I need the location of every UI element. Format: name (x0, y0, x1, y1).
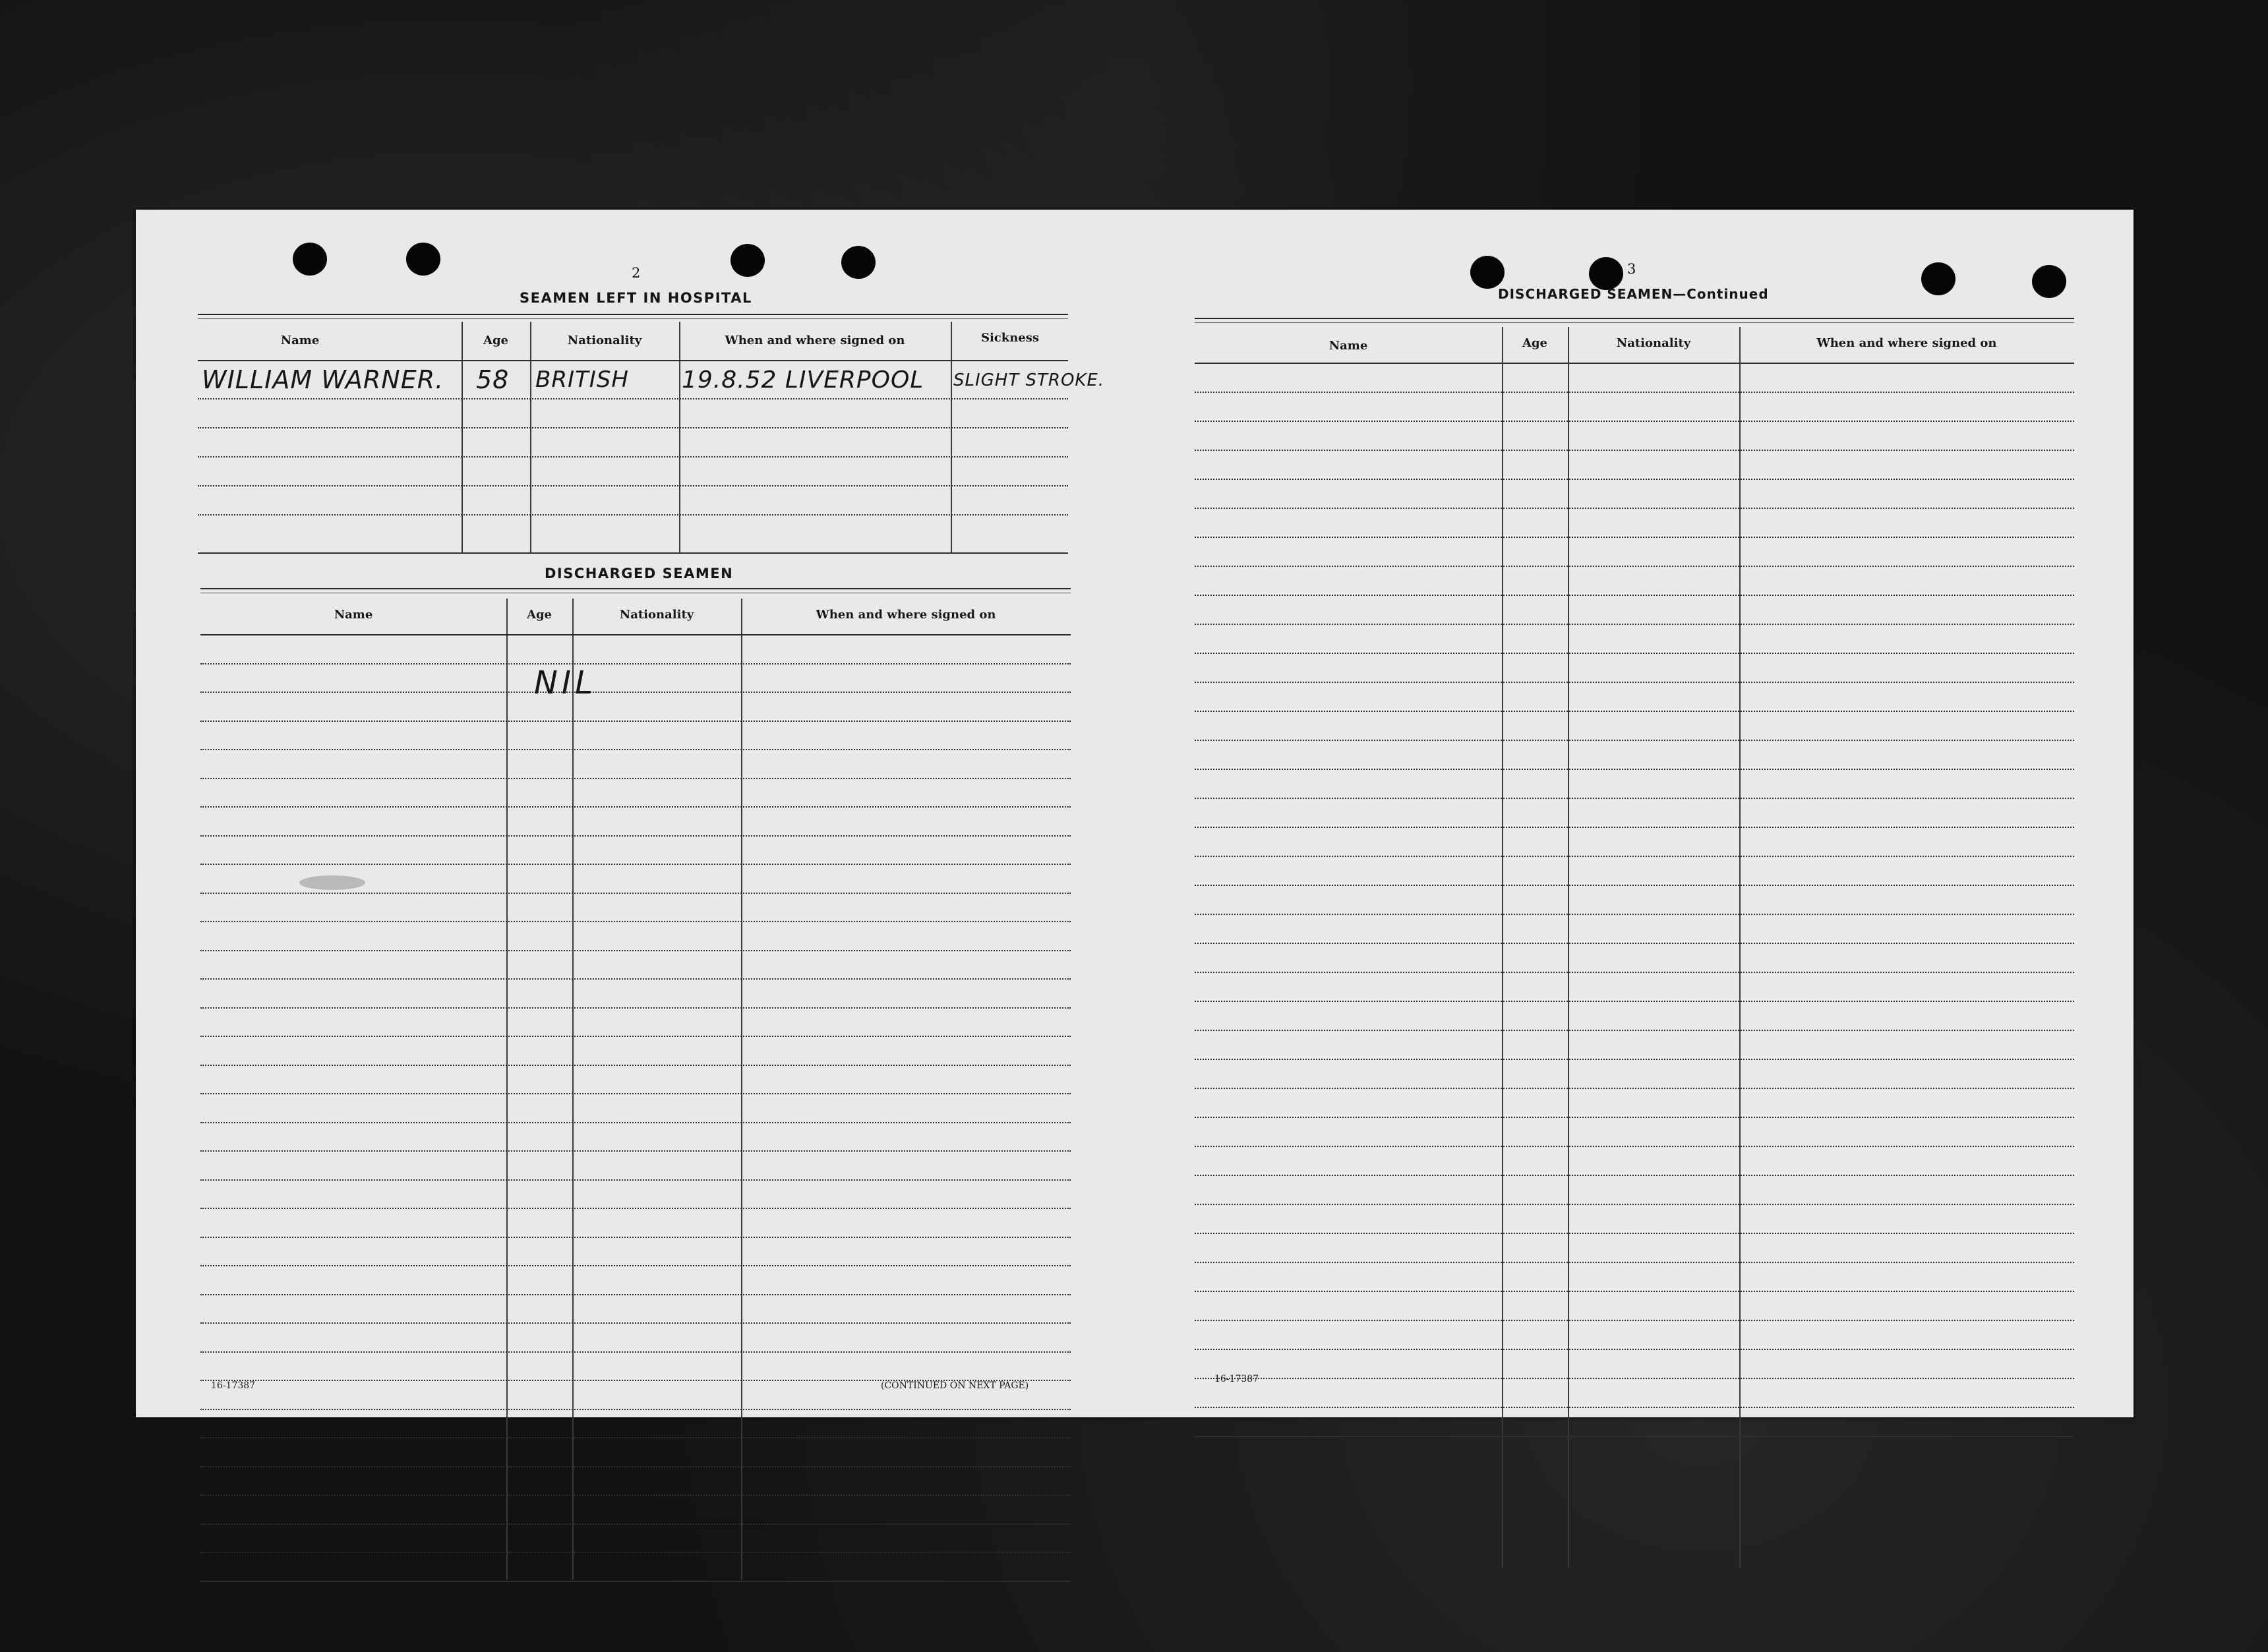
row-rule (1195, 1030, 2074, 1031)
column-divider (1502, 327, 1503, 1568)
left-page-number: 2 (632, 265, 641, 281)
nil-entry: NIL (534, 664, 597, 701)
col-head-signed-on: When and where signed on (1816, 336, 1997, 350)
col-head-sickness: Sickness (980, 331, 1040, 345)
row-rule (1195, 1378, 2074, 1379)
seaman-sickness: SLIGHT STROKE. (953, 370, 1105, 390)
row-rule (1195, 943, 2074, 944)
row-rule (200, 1237, 1071, 1238)
row-rule (1195, 1059, 2074, 1060)
row-rule (1195, 885, 2074, 886)
row-rule (1195, 1117, 2074, 1118)
col-head-age: Age (526, 608, 552, 622)
row-rule (1195, 972, 2074, 973)
punch-hole (1589, 257, 1623, 290)
register-sheet (136, 210, 2134, 1417)
row-rule (198, 456, 1068, 457)
row-rule (200, 978, 1071, 980)
row-rule (1195, 624, 2074, 625)
row-rule (1195, 798, 2074, 799)
row-rule (200, 1179, 1071, 1181)
punch-hole (841, 246, 876, 279)
seaman-signed-on: 19.8.52 LIVERPOOL (682, 367, 924, 394)
section-rule (200, 588, 1071, 593)
row-rule (200, 1581, 1071, 1582)
row-rule (200, 1036, 1071, 1037)
col-head-name: Name (1328, 339, 1368, 353)
row-rule (1195, 1349, 2074, 1350)
punch-hole (1470, 256, 1505, 289)
row-rule (200, 1265, 1071, 1266)
row-rule (200, 950, 1071, 951)
left-form-number: 16-17387 (211, 1380, 256, 1391)
row-rule (200, 1409, 1071, 1410)
row-rule (1195, 1233, 2074, 1234)
section-rule (1195, 318, 2074, 323)
right-form-number: 16-17387 (1214, 1374, 1259, 1384)
row-rule (200, 1322, 1071, 1324)
row-rule (200, 1466, 1071, 1467)
column-divider (506, 599, 508, 1579)
col-head-age: Age (483, 334, 508, 347)
row-rule (1195, 392, 2074, 393)
row-rule (198, 427, 1068, 428)
row-rule (1195, 1146, 2074, 1147)
row-rule (1195, 1407, 2074, 1408)
row-rule (200, 1093, 1071, 1094)
row-rule (1195, 537, 2074, 538)
row-rule (200, 749, 1071, 750)
row-rule (1195, 566, 2074, 567)
column-divider (679, 322, 680, 554)
header-rule (200, 634, 1071, 635)
row-rule (200, 663, 1071, 664)
row-rule (1195, 1204, 2074, 1205)
row-rule (200, 806, 1071, 808)
right-page-number: 3 (1627, 261, 1636, 277)
continued-note: (CONTINUED ON NEXT PAGE) (881, 1380, 1029, 1391)
row-rule (200, 1208, 1071, 1209)
row-rule (1195, 479, 2074, 480)
col-head-nationality: Nationality (619, 608, 694, 622)
column-divider (530, 322, 531, 554)
row-rule (1195, 595, 2074, 596)
row-rule (1195, 653, 2074, 654)
col-head-signed-on: When and where signed on (816, 608, 996, 622)
row-rule (198, 485, 1068, 487)
col-head-nationality: Nationality (1616, 336, 1691, 350)
row-rule (1195, 856, 2074, 857)
row-rule (200, 1552, 1071, 1553)
row-rule (200, 1065, 1071, 1066)
column-divider (741, 599, 742, 1579)
seaman-age: 58 (476, 365, 510, 394)
row-rule (200, 835, 1071, 837)
seaman-name: WILLIAM WARNER. (202, 365, 444, 394)
discharged-section-title: DISCHARGED SEAMEN (545, 566, 734, 581)
column-divider (1568, 327, 1569, 1568)
col-head-nationality: Nationality (567, 334, 642, 347)
row-rule (1195, 1262, 2074, 1263)
row-rule (200, 921, 1071, 922)
row-rule (1195, 740, 2074, 741)
col-head-age: Age (1522, 336, 1547, 350)
row-rule (200, 1351, 1071, 1353)
table-bottom-rule (198, 552, 1068, 554)
row-rule (1195, 1088, 2074, 1089)
header-rule (1195, 363, 2074, 364)
row-rule (1195, 421, 2074, 422)
row-rule (200, 1007, 1071, 1009)
row-rule (200, 721, 1071, 722)
row-rule (200, 1122, 1071, 1123)
row-rule (1195, 1001, 2074, 1002)
row-rule (1195, 1436, 2074, 1437)
row-rule (200, 864, 1071, 865)
punch-hole (2032, 265, 2066, 298)
row-rule (200, 1437, 1071, 1438)
faded-stamp (299, 875, 365, 890)
row-rule (1195, 827, 2074, 828)
column-divider (951, 322, 952, 554)
seaman-nationality: BRITISH (535, 367, 629, 393)
row-rule (1195, 1291, 2074, 1292)
row-rule (200, 1523, 1071, 1525)
row-rule (200, 692, 1071, 693)
row-rule (1195, 769, 2074, 770)
row-rule (1195, 1320, 2074, 1321)
row-rule (1195, 1175, 2074, 1176)
col-head-name: Name (280, 334, 320, 347)
row-rule (200, 1294, 1071, 1295)
row-rule (1195, 914, 2074, 915)
punch-hole (731, 244, 765, 277)
row-rule (1195, 711, 2074, 712)
punch-hole (1921, 262, 1955, 295)
row-rule (1195, 508, 2074, 509)
row-rule (1195, 682, 2074, 683)
right-section-title: DISCHARGED SEAMEN—Continued (1498, 286, 1769, 302)
col-head-signed-on: When and where signed on (725, 334, 905, 347)
hospital-section-title: SEAMEN LEFT IN HOSPITAL (520, 290, 752, 306)
row-rule (200, 778, 1071, 779)
column-divider (572, 599, 574, 1579)
column-divider (1739, 327, 1741, 1568)
row-rule (200, 1494, 1071, 1496)
row-rule (200, 893, 1071, 894)
row-rule (200, 1150, 1071, 1152)
punch-hole (293, 243, 327, 276)
section-rule (198, 314, 1068, 319)
column-divider (462, 322, 463, 554)
row-rule (198, 514, 1068, 516)
row-rule (1195, 450, 2074, 451)
header-rule (198, 360, 1068, 361)
col-head-name: Name (334, 608, 373, 622)
punch-hole (406, 243, 440, 276)
row-rule (198, 398, 1068, 399)
